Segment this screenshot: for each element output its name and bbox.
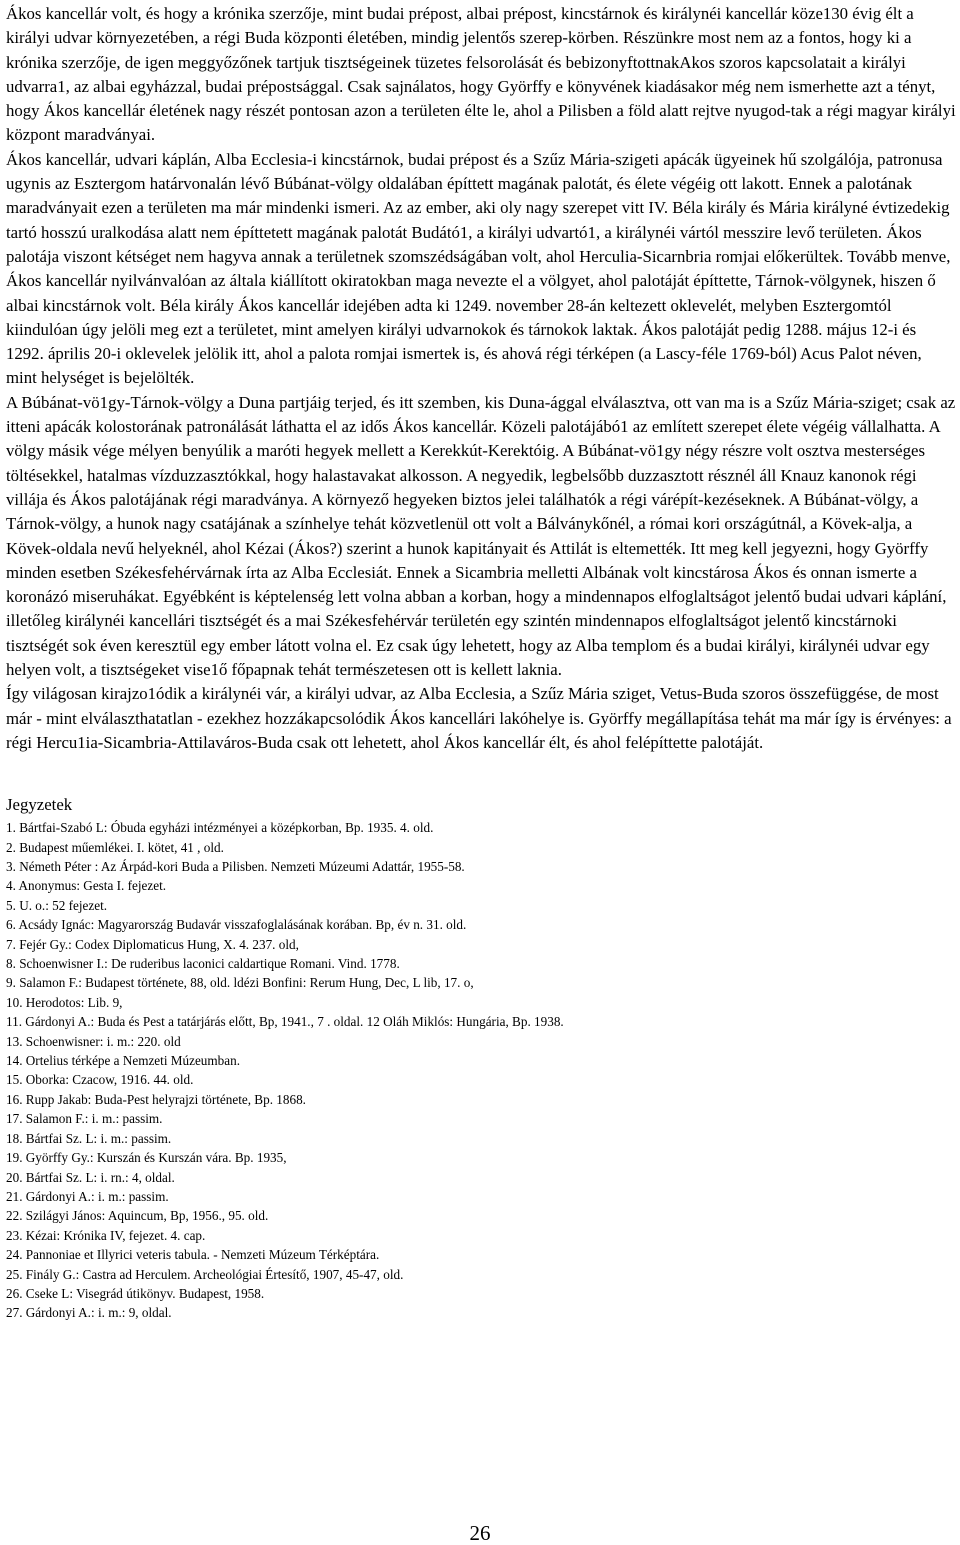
note-item: 5. U. o.: 52 fejezet. bbox=[6, 897, 108, 913]
note-item: 9. Salamon F.: Budapest története, 88, old. ldézi Bonfini: Rerum Hung, Dec, L lib, 17. o, bbox=[6, 975, 474, 991]
main-text bbox=[6, 0, 956, 755]
note-item: 26. Cseke L: Visegrád útikönyv. Budapest, 1958. bbox=[6, 1285, 265, 1301]
note-item: 22. Szilágyi János: Aquincum, Bp, 1956., 95. old. bbox=[6, 1208, 269, 1224]
note-item: 19. Györffy Gy.: Kurszán és Kurszán vára. Bp. 1935, bbox=[6, 1150, 287, 1166]
note-item: 4. Anonymus: Gesta I. fejezet. bbox=[6, 878, 167, 894]
paragraph-1: Ákos kancellár volt, és hogy a krónika szerzője, mint budai prépost, albai prépost, kincstárnok és királynéi kancellár köze130 évig élt a királyi udvar környezetében, a régi Buda központi életében, mindig jelentős szerep-körben. Részünkre most nem az a fontos, hogy ki a krónika szerzője, de igen meggyőzőnek tartjuk tisztségeinek tüzetes felsorolását és bebizonyftottnakAkos szoros kapcsolatait a királyi udvarra1, az albai egyházzal, budai prépostsággal. Csak sajnálatos, hogy Györffy e könyvének kiadásakor még nem ismerhette azt a tényt, hogy Ákos kancellár életének nagy részét pontosan azon a területen élte le, ahol a Pilisben a föld alatt rejtve nyugod-tak a régi magyar királyi központ maradványai. bbox=[6, 4, 956, 145]
note-item: 3. Németh Péter : Az Árpád-kori Buda a Pilisben. Nemzeti Múzeumi Adattár, 1955-58. bbox=[6, 859, 465, 875]
notes-list bbox=[6, 818, 956, 1323]
note-item: 14. Ortelius térképe a Nemzeti Múzeumban. bbox=[6, 1053, 240, 1069]
notes-heading: Jegyzetek bbox=[6, 795, 73, 815]
paragraph-4: Így világosan kirajzo1ódik a királynéi vár, a királyi udvar, az Alba Ecclesia, a Szűz Mária sziget, Vetus-Buda szoros összefüggése, de most már - mint elválaszthatatlan - ezekhez hozzákapcsolódik Ákos kancellári lakóhelye is. Györffy megállapítása tehát ma már így is érvényes: a régi Hercu1ia-Sicambria-Attilaváros-Buda csak ott lehetett, ahol Ákos kancellár élt, és ahol felépíttette palotáját. bbox=[6, 684, 952, 752]
note-item: 18. Bártfai Sz. L: i. m.: passim. bbox=[6, 1130, 172, 1146]
note-item: 16. Rupp Jakab: Buda-Pest helyrajzi története, Bp. 1868. bbox=[6, 1091, 306, 1107]
note-item: 23. Kézai: Krónika IV, fejezet. 4. cap. bbox=[6, 1227, 206, 1243]
note-item: 7. Fejér Gy.: Codex Diplomaticus Hung, X. 4. 237. old, bbox=[6, 936, 299, 952]
note-item: 21. Gárdonyi A.: i. m.: passim. bbox=[6, 1188, 169, 1204]
note-item: 20. Bártfai Sz. L: i. rn.: 4, oldal. bbox=[6, 1169, 175, 1185]
note-item: 1. Bártfai-Szabó L: Óbuda egyházi intézményei a középkorban, Bp. 1935. 4. old. bbox=[6, 820, 434, 836]
note-item: 24. Pannoniae et Illyrici veteris tabula. - Nemzeti Múzeum Térképtára. bbox=[6, 1247, 380, 1263]
paragraph-3: A Búbánat-vö1gy-Tárnok-völgy a Duna partjáig terjed, és itt szemben, kis Duna-ággal elválasztva, ott van ma is a Szűz Mária-sziget; csak az itteni apácák kolostorának patronálását láthatta el az idős Ákos kancellár. Közeli palotájábó1 az említett szerepet élete végéig vállalhatta. A völgy másik vége mélyen benyúlik a maróti hegyek mellett a Kerekkút-Kerektóig. A Búbánat-vö1gy négy részre volt osztva mesterséges töltésekkel, hatalmas vízduzzasztókkal, hogy halastavakat alkosson. A negyedik, legbelsőbb duzzasztott résznél áll Knauz kanonok régi villája és Ákos palotájának régi maradványa. A környező hegyeken biztos jelei találhatók a régi várépít-kezéseknek. A Búbánat-völgy, a Tárnok-völgy, a hunok nagy csatájának a színhelye tehát közvetlenül ott volt a Bálványkőnél, a római kori országútnál, a Kövek-alja, a Kövek-oldala nevű helyeknél, ahol Kézai (Ákos?) szerint a hunok kapitányait és Attilát is eltemették. Itt meg kell jegyezni, hogy Györffy minden esetben Székesfehérvárnak írta az Alba Ecclesiát. Ennek a Sicambria melletti Albának volt kincstárosa Ákos és onnan ismerte a koronázó miseruhákat. Egyébként is képtelenség lett volna abban a korban, hogy a mindennapos elfoglaltságot jelentő budai udvari káplání, illetőleg királynéi kancellári tisztségét és a mai Székesfehérvár területén egy szintén mindennapos elfoglaltságot jelentő kincstárnoki tisztségét sok éven keresztül egy ember látott volna el. Ez csak úgy lehetett, hogy az Alba templom és a budai királyi, királynéi udvar egy helyen volt, a tisztségeket vise1ő főpapnak tehát természetesen ott is kellett laknia. bbox=[6, 392, 956, 680]
note-item: 25. Finály G.: Castra ad Herculem. Archeológiai Értesítő, 1907, 45-47, old. bbox=[6, 1266, 404, 1282]
paragraph-2: Ákos kancellár, udvari káplán, Alba Ecclesia-i kincstárnok, budai prépost és a Szűz Mária-szigeti apácák ügyeinek hű szolgálója, patronusa ugynis az Esztergom határvonalán lévő Búbánat-völgy oldalában építtett magának palotát, és élete végéig ott lakott. Ennek a palotának maradványait ezen a területen ma már mindenki ismeri. Az az ember, aki oly nagy szerepet vitt IV. Béla király és Mária királyné évtizedekig tartó hosszú uralkodása alatt nem építtetett magának palotát Budátó1, a királyi udvartó1, a királynéi vártól messzire levő területen. Ákos palotája viszont kétséget nem hagyva annak a területnek szomszédságában volt, ahol Herculia-Sicarnbria romjai előkerültek. Tovább menve, Ákos kancellár nyilvánvalóan az általa kiállított okiratokban maga nevezte el a völgyet, ahol palotáját építtette, Tárnok-völgynek, hiszen ő albai kincstárnok volt. Béla király Ákos kancellár idejében adta ki 1249. november 28-án keltezett oklevelét, melyben Esztergomtól kiindulóan úgy jelöli meg ezt a területet, mint amelyen királyi udvarnokok és tárnokok laktak. Ákos palotáját pedig 1288. május 12-i és 1292. április 20-i oklevelek jelölik itt, ahol a palota romjai ismertek is, és ahová régi térképen (a Lascy-féle 1769-ból) Acus Palot néven, mint helységet is bejelölték. bbox=[6, 149, 951, 388]
note-item: 13. Schoenwisner: i. m.: 220. old bbox=[6, 1033, 181, 1049]
note-item: 10. Herodotos: Lib. 9, bbox=[6, 994, 123, 1010]
note-item: 11. Gárdonyi A.: Buda és Pest a tatárjárás előtt, Bp, 1941., 7 . oldal. 12 Oláh Miklós: Hungária, Bp. 1938. bbox=[6, 1014, 564, 1030]
note-item: 17. Salamon F.: i. m.: passim. bbox=[6, 1111, 163, 1127]
note-item: 15. Oborka: Czacow, 1916. 44. old. bbox=[6, 1072, 194, 1088]
document-page bbox=[6, 0, 956, 1323]
note-item: 27. Gárdonyi A.: i. m.: 9, oldal. bbox=[6, 1305, 172, 1321]
note-item: 8. Schoenwisner I.: De ruderibus laconici caldartique Romani. Vind. 1778. bbox=[6, 956, 400, 972]
note-item: 2. Budapest műemlékei. I. kötet, 41 , old. bbox=[6, 839, 224, 855]
page-number: 26 bbox=[469, 1521, 491, 1545]
note-item: 6. Acsády Ignác: Magyarország Budavár visszafoglalásának korában. Bp, év n. 31. old. bbox=[6, 917, 467, 933]
